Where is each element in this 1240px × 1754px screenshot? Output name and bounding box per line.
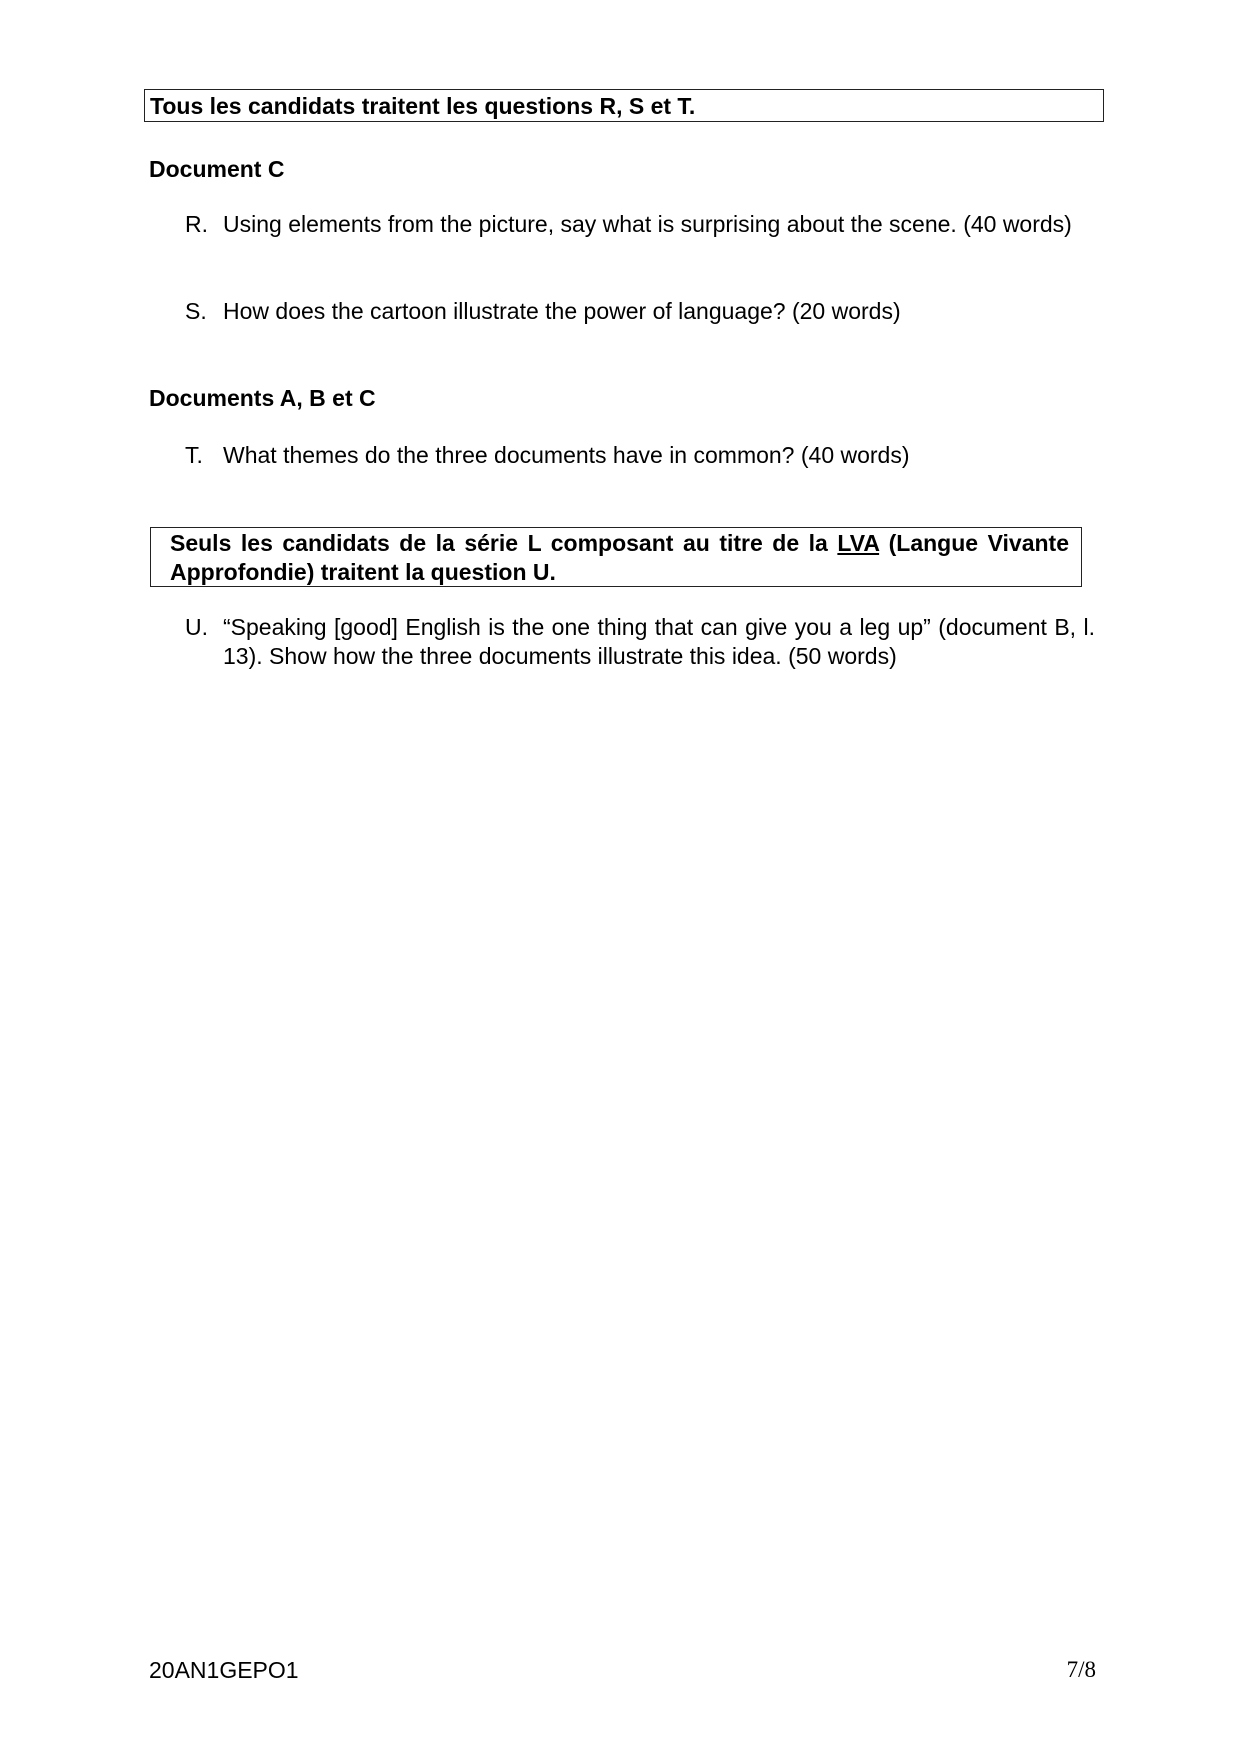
section-heading-document-c: Document C bbox=[149, 156, 285, 182]
question-t bbox=[185, 441, 1095, 470]
lva-instruction-end: (Langue Vivante Approfondie) traitent la question U. bbox=[170, 530, 1069, 585]
exam-code: 20AN1GEPO1 bbox=[149, 1657, 299, 1683]
question-text: How does the cartoon illustrate the power of language? (20 words) bbox=[223, 298, 901, 324]
page-number: 7/8 bbox=[1066, 1657, 1096, 1682]
question-u bbox=[185, 613, 1095, 671]
question-letter: T. bbox=[185, 442, 203, 468]
question-s bbox=[185, 297, 1095, 326]
lva-abbreviation: LVA bbox=[837, 530, 880, 556]
question-text: “Speaking [good] English is the one thing that can give you a leg up” (document B, l. 13). Show how the three documents illustrate this idea. (50 words) bbox=[223, 614, 1095, 669]
question-letter: R. bbox=[185, 211, 208, 237]
question-r bbox=[185, 210, 1095, 239]
question-letter: U. bbox=[185, 614, 208, 640]
instruction-box-lva bbox=[150, 527, 1082, 587]
instruction-box-all-candidates bbox=[144, 89, 1104, 122]
instruction-all-candidates: Tous les candidats traitent les questions R, S et T. bbox=[150, 93, 696, 119]
question-text: What themes do the three documents have in common? (40 words) bbox=[223, 442, 910, 468]
question-text: Using elements from the picture, say what is surprising about the scene. (40 words) bbox=[223, 211, 1072, 237]
question-letter: S. bbox=[185, 298, 207, 324]
lva-instruction-start: Seuls les candidats de la série L composant au titre de la bbox=[170, 530, 838, 556]
section-heading-documents-abc: Documents A, B et C bbox=[149, 385, 376, 411]
